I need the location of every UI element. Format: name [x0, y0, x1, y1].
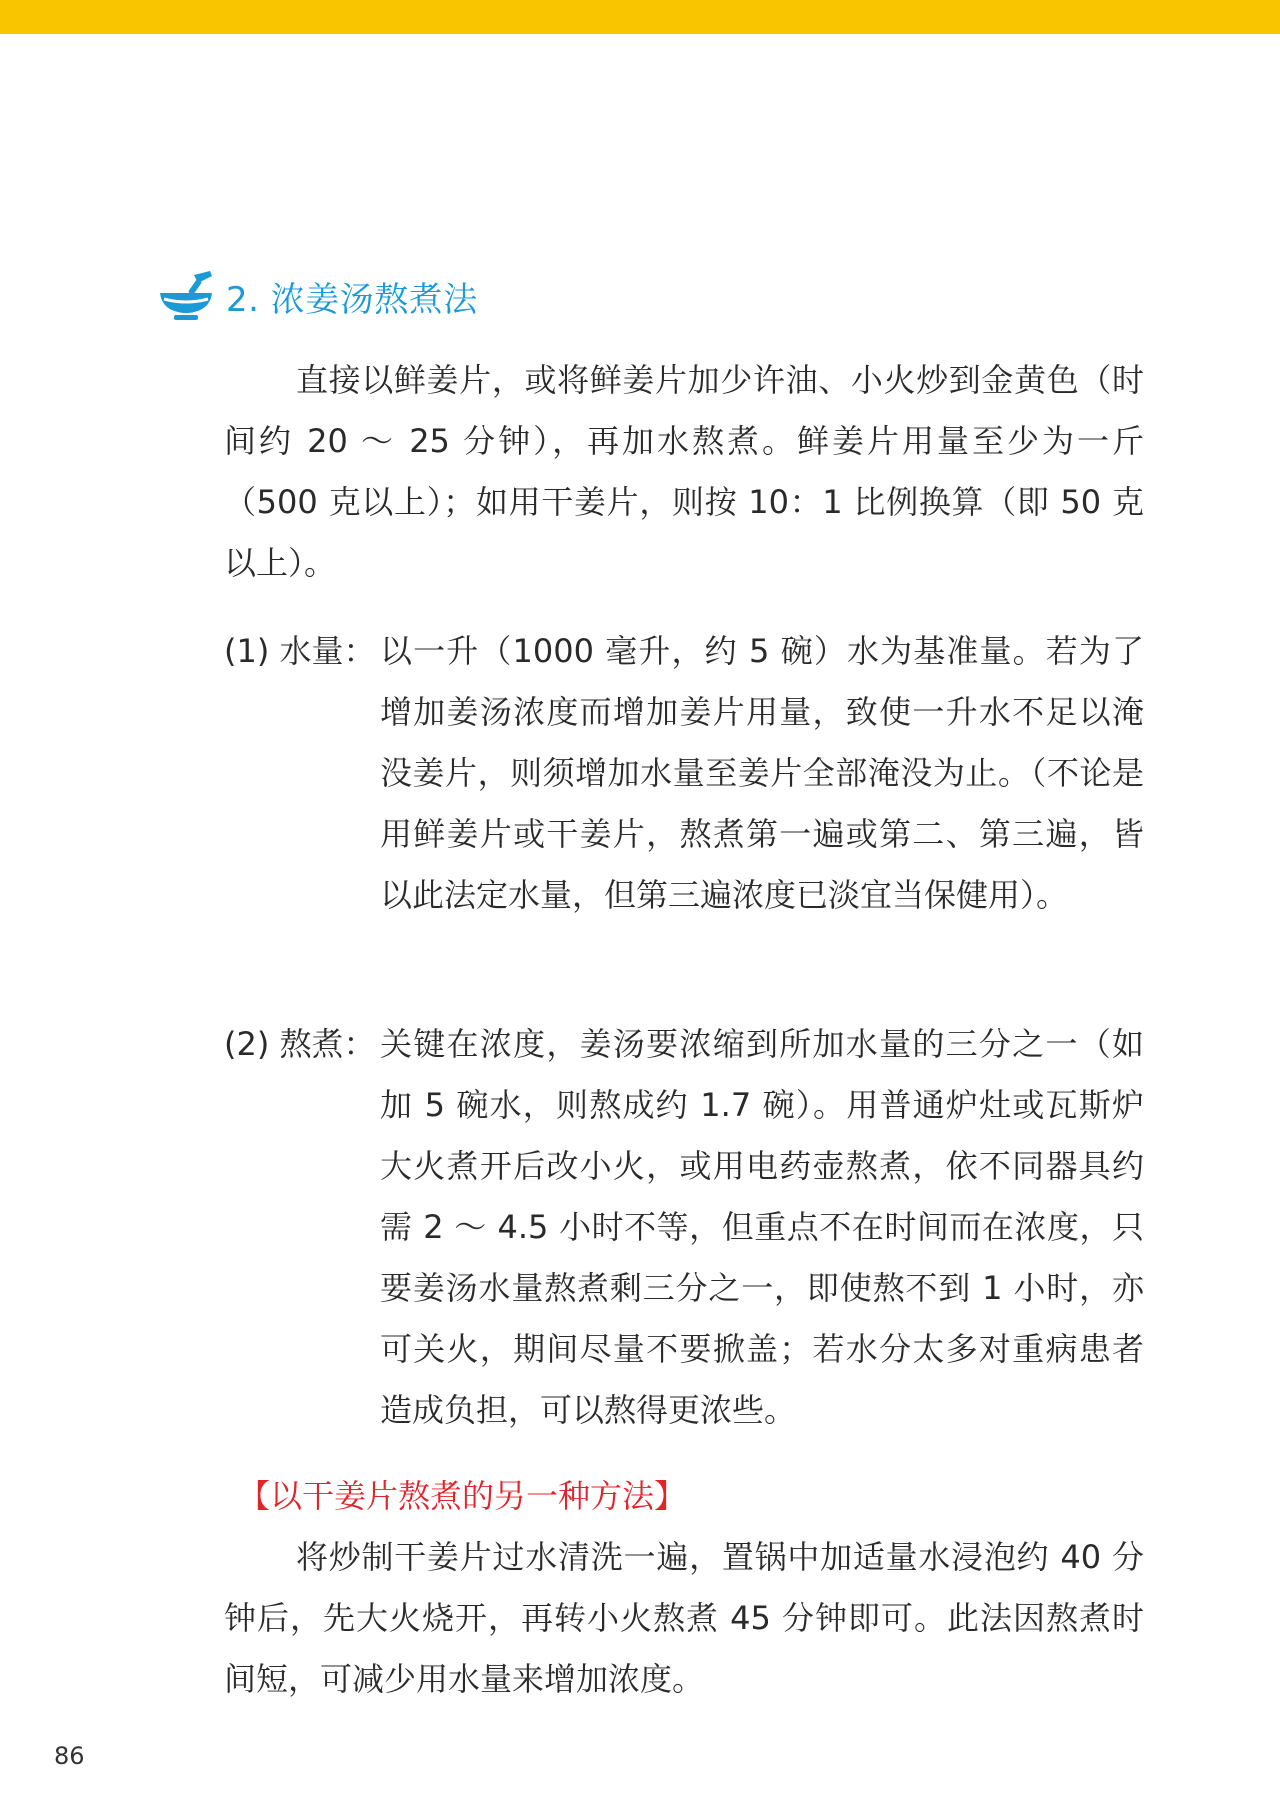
intro-paragraph: 直接以鲜姜片，或将鲜姜片加少许油、小火炒到金黄色（时间约 20 ～ 25 分钟），再加水熬煮。鲜姜片用量至少为一斤（500 克以上）；如用干姜片，则按 10：1 比例换算（即 50 克以上）。: [224, 361, 1144, 582]
item-label: (1) 水量：: [224, 632, 376, 670]
list-item-water-amount: [224, 621, 1144, 926]
item-text: 以一升（1000 毫升，约 5 碗）水为基准量。若为了增加姜汤浓度而增加姜片用量，致使一升水不足以淹没姜片，则须增加水量至姜片全部淹没为止。（不论是用鲜姜片或干姜片，熬煮第一遍或第二、第三遍，皆以此法定水量，但第三遍浓度已淡宜当保健用）。: [380, 632, 1144, 914]
mortar-and-pestle-icon: [158, 271, 214, 321]
alt-method-heading: 【以干姜片熬煮的另一种方法】: [238, 1477, 687, 1515]
alt-method-paragraph: 将炒制干姜片过水清洗一遍，置锅中加适量水浸泡约 40 分钟后，先大火烧开，再转小火熬煮 45 分钟即可。此法因熬煮时间短，可减少用水量来增加浓度。: [224, 1538, 1144, 1698]
top-color-bar: [0, 0, 1280, 34]
item-text: 关键在浓度，姜汤要浓缩到所加水量的三分之一（如加 5 碗水，则熬成约 1.7 碗）。用普通炉灶或瓦斯炉大火煮开后改小火，或用电药壶熬煮，依不同器具约需 2 ～ 4.5 小时不等，但重点不在时间而在浓度，只要姜汤水量熬煮剩三分之一，即使熬不到 1 小时，亦可关火，期间尽量不要掀盖；若水分太多对重病患者造成负担，可以熬得更浓些。: [380, 1025, 1144, 1429]
list-item-boiling: [224, 1014, 1144, 1441]
item-label: (2) 熬煮：: [224, 1025, 376, 1063]
section-heading: [158, 268, 478, 324]
section-title: 2. 浓姜汤熬煮法: [226, 279, 478, 320]
page-number: 86: [54, 1742, 85, 1770]
